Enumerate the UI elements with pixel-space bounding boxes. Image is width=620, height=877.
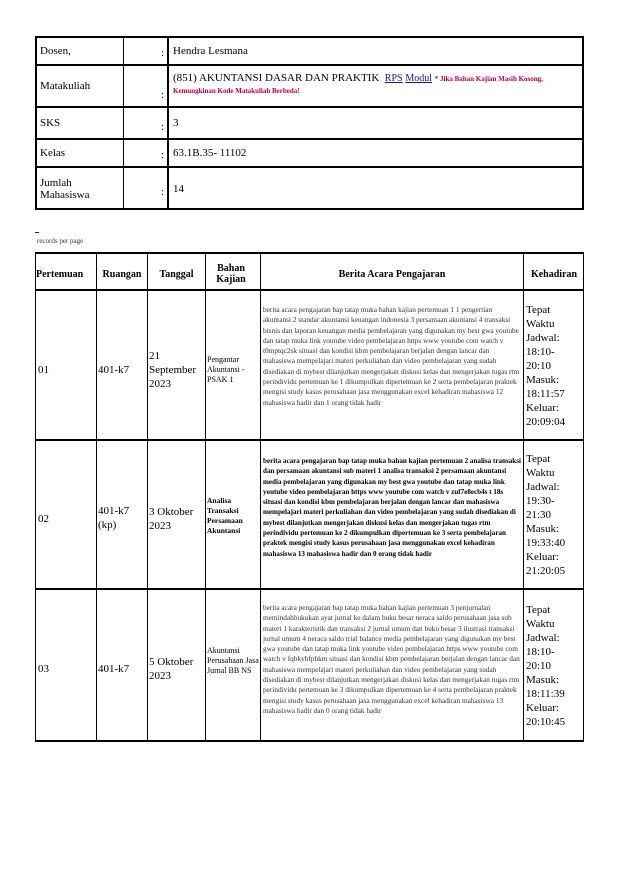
- row1-kehadiran: Tepat Waktu Jadwal: 18:10- 20:10 Masuk: 18:11:57 Keluar: 20:09:04: [526, 304, 566, 428]
- kelas-value: 63.1B.35- 11102: [168, 140, 582, 166]
- row2-pertemuan: 02: [38, 513, 49, 525]
- row3-kehadiran: Tepat Waktu Jadwal: 18:10- 20:10 Masuk: 18:11:39 Keluar: 20:10:45: [526, 604, 566, 728]
- row1-bahan-kajian: Pengantar Akuntansi - PSAK 1: [207, 355, 245, 384]
- header-tanggal: Tanggal: [159, 269, 194, 280]
- info-row-sks: [37, 108, 582, 140]
- info-row-dosen: [37, 38, 582, 66]
- dosen-value: Hendra Lesmana: [168, 38, 582, 64]
- header-pertemuan: Pertemuan: [36, 269, 84, 280]
- row1-pertemuan: 01: [38, 364, 49, 376]
- row3-pertemuan: 03: [38, 663, 49, 675]
- jumlah-label: Jumlah Mahasiswa: [37, 168, 124, 210]
- row3-bahan-kajian: Akuntansi Perusahaan Jasa Jurnal BB NS: [207, 646, 259, 675]
- info-row-kelas: [37, 140, 582, 168]
- row2-kehadiran: Tepat Waktu Jadwal: 19:30- 21:30 Masuk: 19:33:40 Keluar: 21:20:05: [526, 453, 566, 577]
- info-row-matakuliah: [37, 66, 582, 108]
- matakuliah-value: (851) AKUNTANSI DASAR DAN PRAKTIK: [173, 72, 380, 84]
- colon: :: [161, 186, 165, 198]
- sks-value: 3: [168, 108, 582, 138]
- row3-tanggal: 5 Oktober 2023: [149, 656, 194, 682]
- row1-ruangan: 401-k7: [98, 364, 130, 376]
- page-link[interactable]: [35, 224, 39, 233]
- matakuliah-value-cell: [168, 66, 582, 106]
- row3-berita-acara: berita acara pengajaran bap tatap muka bahan kajian pertemuan 3 penjurnalan memindahbukukan ayat jurnal ke dalam buku besar neraca saldo perusahaan jasa sub materi 1 karakteristik dan transaksi 2 jurnal umum dan buku besar 3 ilustrasi transaksi jurnal umum 4 neraca saldo trial balance media pembelajaran yang digunakan my best gwa youtube dan tatap muka link youtube video pembelajaran https www youtube com watch v fqbkybfphkm situasi dan kondisi kbm pembelajaran berjalan dengan lancar dan mahasiswa mempelajari materi perkuliahan dan video pembelajaran yang sudah disediakan di mybest dilanjutkan mengerjakan diskusi kelas dan mengerjakan tugas rtm perindividu pertemuan ke 3 dikumpulkan dipertemuan ke 4 serta pembelajaran praktek mengisi study kasus perusahaan jasa menggunakan excel kehadiran mahasiswa 13 mahasiswa hadir dan 0 orang tidak hadir: [263, 603, 520, 715]
- row1-berita-acara: berita acara pengajaran bap tatap muka bahan kajian pertemuan 1 1 pengertian akuntansi 2 standar akuntansi keuangan indonesia 3 persamaan akuntansi 4 transaksi bisnis dan laporan keuangan media pembelajaran yang digunakan my best gwa youtube dan tatap muka link youtube video pembelajaran https www youtube com watch v t0mptqc2sk situasi dan kondisi kbm pembelajaran berjalan dengan lancar dan mahasiswa mempelajari materi perkuliahan dan video pembelajaran yang sudah disediakan di mybest dilanjutkan mengerjakan diskusi kelas dan mengerjakan tugas rtm perindividu pertemuan ke 1 dikumpulkan dipertemuan ke 2 serta pembelajaran praktek mengisi study kasus perusahaan jasa menggunakan excel kehadiran mahasiswa 12 mahasiswa hadir dan 1 orang tidak hadir: [263, 305, 520, 407]
- sks-label: SKS: [37, 108, 124, 138]
- colon: :: [161, 149, 165, 161]
- matakuliah-label: Matakuliah: [37, 66, 124, 106]
- header-ruangan: Ruangan: [102, 269, 142, 280]
- kelas-label: Kelas: [37, 140, 124, 166]
- row2-ruangan: 401-k7 (kp): [98, 505, 130, 531]
- header-kehadiran: Kehadiran: [530, 269, 578, 280]
- matakuliah-note: * Jika Bahan Kajian Masih Kosong, Kemungkinan Kode Matakuliah Berbeda!: [173, 75, 543, 95]
- info-row-jumlah: [37, 168, 582, 210]
- row3-ruangan: 401-k7: [98, 663, 130, 675]
- records-per-page-label: records per page: [37, 237, 84, 245]
- colon: :: [161, 121, 165, 133]
- row2-berita-acara: berita acara pengajaran bap tatap muka bahan kajian pertemuan 2 analisa transaksi dan persamaan akuntansi sub materi 1 analisa transaksi 2 persamaan akuntansi media pembelajaran yang digunakan my best gwa youtube dan tatap muka link youtube video pembelajaran https www youtube com watch v zuf7e8ecb4s t 18s situasi dan kondisi kbm pembelajaran berjalan dengan lancar dan mahasiswa mempelajari materi perkuliahan dan video pembelajaran yang sudah disediakan di mybest dilanjutkan mengerjakan diskusi kelas dan mengerjakan tugas rtm perindividu pertemuan ke 2 dikumpulkan dipertemuan ke 3 serta pembelajaran praktek mengisi study kasus perusahaan jasa menggunakan excel kehadiran mahasiswa 13 mahasiswa hadir dan 0 orang tidak hadir: [263, 457, 521, 558]
- dosen-label: Dosen,: [37, 38, 124, 64]
- rps-link[interactable]: RPS: [384, 73, 403, 84]
- schedule-table: [35, 252, 584, 742]
- colon: :: [161, 47, 165, 59]
- header-bahan-kajian: Bahan Kajian: [216, 263, 246, 285]
- course-info-table: [35, 36, 584, 210]
- modul-link[interactable]: Modul: [405, 73, 433, 84]
- header-berita-acara: Berita Acara Pengajaran: [338, 269, 446, 280]
- row2-bahan-kajian: Analisa Transaksi Persamaan Akuntansi: [207, 496, 243, 535]
- jumlah-value: 14: [168, 168, 582, 210]
- row1-tanggal: 21 September 2023: [149, 350, 197, 390]
- row2-tanggal: 3 Oktober 2023: [149, 506, 194, 532]
- colon: :: [161, 89, 165, 101]
